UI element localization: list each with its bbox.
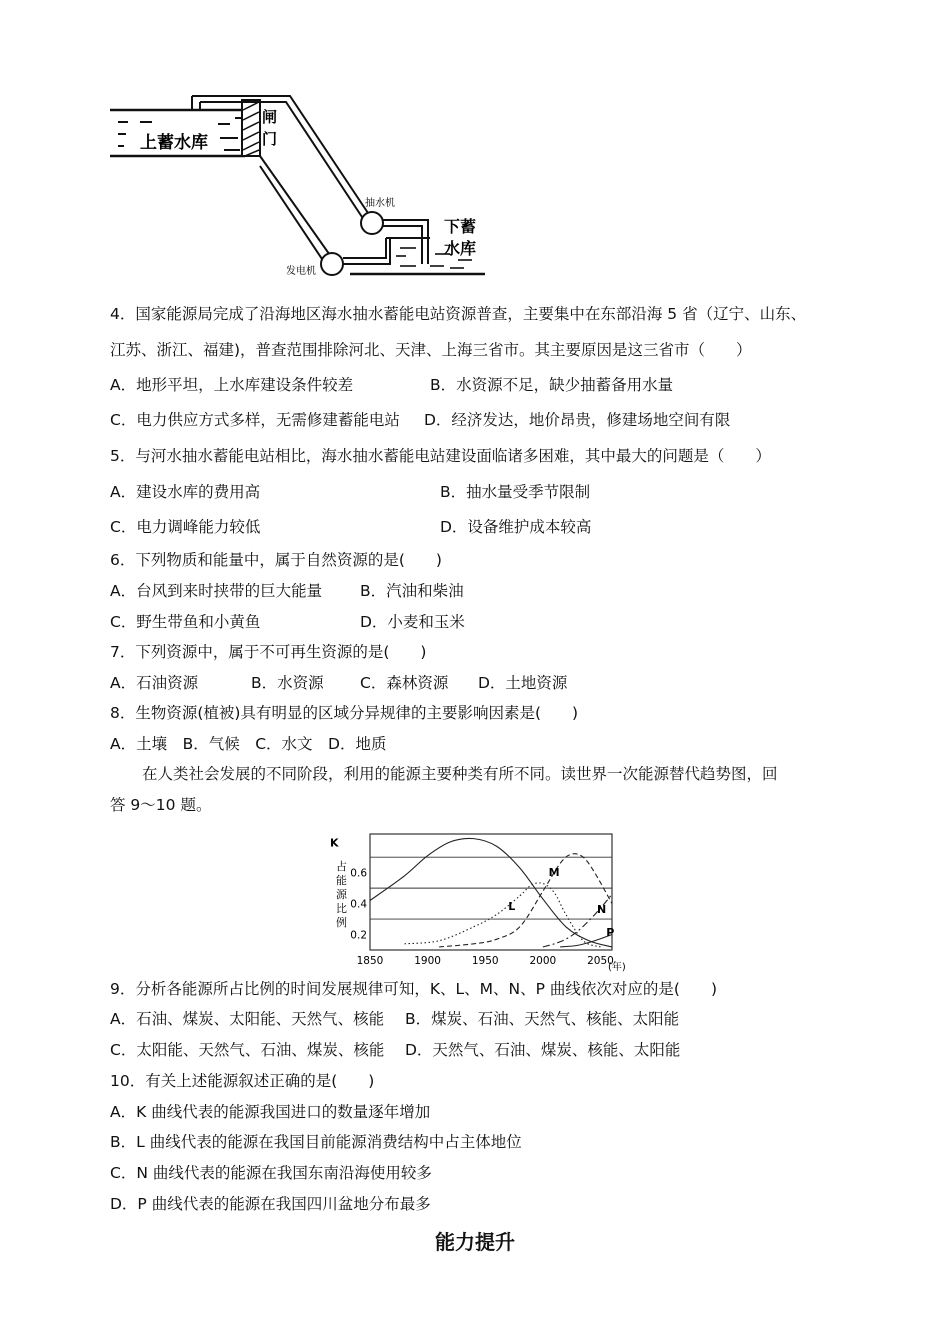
x-tick-label: 1850 — [356, 955, 384, 967]
series-label-N: N — [597, 902, 607, 916]
series-label-L: L — [508, 899, 516, 913]
q6-option-b: B．汽油和柴油 — [360, 582, 464, 600]
y-tick-label: 0.4 — [350, 898, 367, 911]
gate-label-1: 闸 — [262, 108, 278, 126]
q7-option-c: C．森林资源 — [360, 674, 449, 692]
q8-stem: 8．生物资源(植被)具有明显的区域分异规律的主要影响因素是( ) — [110, 704, 579, 722]
q5-option-c: C．电力调峰能力较低 — [110, 518, 261, 536]
q4-option-a: A．地形平坦，上水库建设条件较差 — [110, 376, 354, 394]
pump-label: 抽水机 — [365, 198, 395, 209]
q5-option-b: B．抽水量受季节限制 — [440, 483, 591, 501]
energy-substitution-chart — [330, 826, 630, 976]
q7-option-a: A．石油资源 — [110, 674, 199, 692]
q6-option-c: C．野生带鱼和小黄鱼 — [110, 613, 261, 631]
intro-line1: 在人类社会发展的不同阶段，利用的能源主要种类有所不同。读世界一次能源替代趋势图，回 — [142, 765, 778, 783]
q10-stem: 10．有关上述能源叙述正确的是( ) — [110, 1072, 375, 1090]
q10-option-a: A．K 曲线代表的能源我国进口的数量逐年增加 — [110, 1103, 431, 1121]
q5-option-d: D．设备维护成本较高 — [440, 518, 592, 536]
section-heading: 能力提升 — [435, 1230, 515, 1254]
q7-stem: 7．下列资源中，属于不可再生资源的是( ) — [110, 643, 427, 661]
series-line-K — [370, 838, 615, 947]
q9-stem: 9．分析各能源所占比例的时间发展规律可知，K、L、M、N、P 曲线依次对应的是( ) — [110, 980, 718, 998]
x-tick-label: 1950 — [471, 955, 499, 967]
gate-label-2: 门 — [262, 130, 278, 148]
q7-option-b: B．水资源 — [251, 674, 324, 692]
series-line-M — [439, 854, 615, 947]
upper-reservoir-label: 上蓄水库 — [140, 133, 208, 153]
y-tick-label: 0.2 — [350, 929, 367, 942]
q6-stem: 6．下列物质和能量中，属于自然资源的是( ) — [110, 551, 442, 569]
generator-circle — [321, 253, 343, 275]
q4-option-d: D．经济发达，地价昂贵，修建场地空间有限 — [424, 411, 731, 429]
series-label-M: M — [548, 865, 560, 879]
q6-option-d: D．小麦和玉米 — [360, 613, 465, 631]
pumped-storage-diagram — [100, 88, 500, 283]
chart-y-label: 占能源比例 — [336, 860, 347, 929]
series-label-K: K — [330, 836, 339, 850]
q10-option-d: D．P 曲线代表的能源在我国四川盆地分布最多 — [110, 1195, 431, 1213]
y-tick-label: 0.6 — [350, 867, 367, 880]
generator-label: 发电机 — [286, 266, 316, 277]
q10-option-c: C．N 曲线代表的能源在我国东南沿海使用较多 — [110, 1164, 432, 1182]
q5-stem: 5．与河水抽水蓄能电站相比，海水抽水蓄能电站建设面临诸多困难，其中最大的问题是（ ） — [110, 447, 771, 465]
q9-option-c: C．太阳能、天然气、石油、煤炭、核能 — [110, 1041, 385, 1059]
pump-circle — [361, 212, 383, 234]
x-tick-label: 2000 — [529, 955, 557, 967]
x-tick-label: 2050 — [587, 955, 614, 967]
q4-stem-line2: 江苏、浙江、福建)，普查范围排除河北、天津、上海三省市。其主要原因是这三省市（ ） — [110, 341, 752, 359]
lower-reservoir-label-2: 水库 — [444, 239, 477, 258]
q6-option-a: A．台风到来时挟带的巨大能量 — [110, 582, 323, 600]
q5-option-a: A．建设水库的费用高 — [110, 483, 261, 501]
x-tick-label: 1900 — [414, 955, 441, 967]
lower-reservoir-label-1: 下蓄 — [444, 217, 477, 236]
q9-option-a: A．石油、煤炭、太阳能、天然气、核能 — [110, 1010, 385, 1028]
q7-option-d: D．土地资源 — [478, 674, 568, 692]
series-label-P: P — [606, 926, 615, 940]
q9-option-d: D．天然气、石油、煤炭、核能、太阳能 — [405, 1041, 681, 1059]
q8-options: A．土壤 B．气候 C．水文 D．地质 — [110, 735, 387, 753]
q10-option-b: B．L 曲线代表的能源在我国目前能源消费结构中占主体地位 — [110, 1133, 522, 1151]
q4-option-b: B．水资源不足，缺少抽蓄备用水量 — [430, 376, 674, 394]
q9-option-b: B．煤炭、石油、天然气、核能、太阳能 — [405, 1010, 680, 1028]
q4-option-c: C．电力供应方式多样，无需修建蓄能电站 — [110, 411, 400, 429]
intro-line2: 答 9～10 题。 — [110, 796, 212, 814]
chart-x-label: (年) — [608, 962, 626, 973]
q4-stem-line1: 4．国家能源局完成了沿海地区海水抽水蓄能电站资源普查，主要集中在东部沿海 5 省（辽宁、山东、 — [110, 305, 807, 323]
